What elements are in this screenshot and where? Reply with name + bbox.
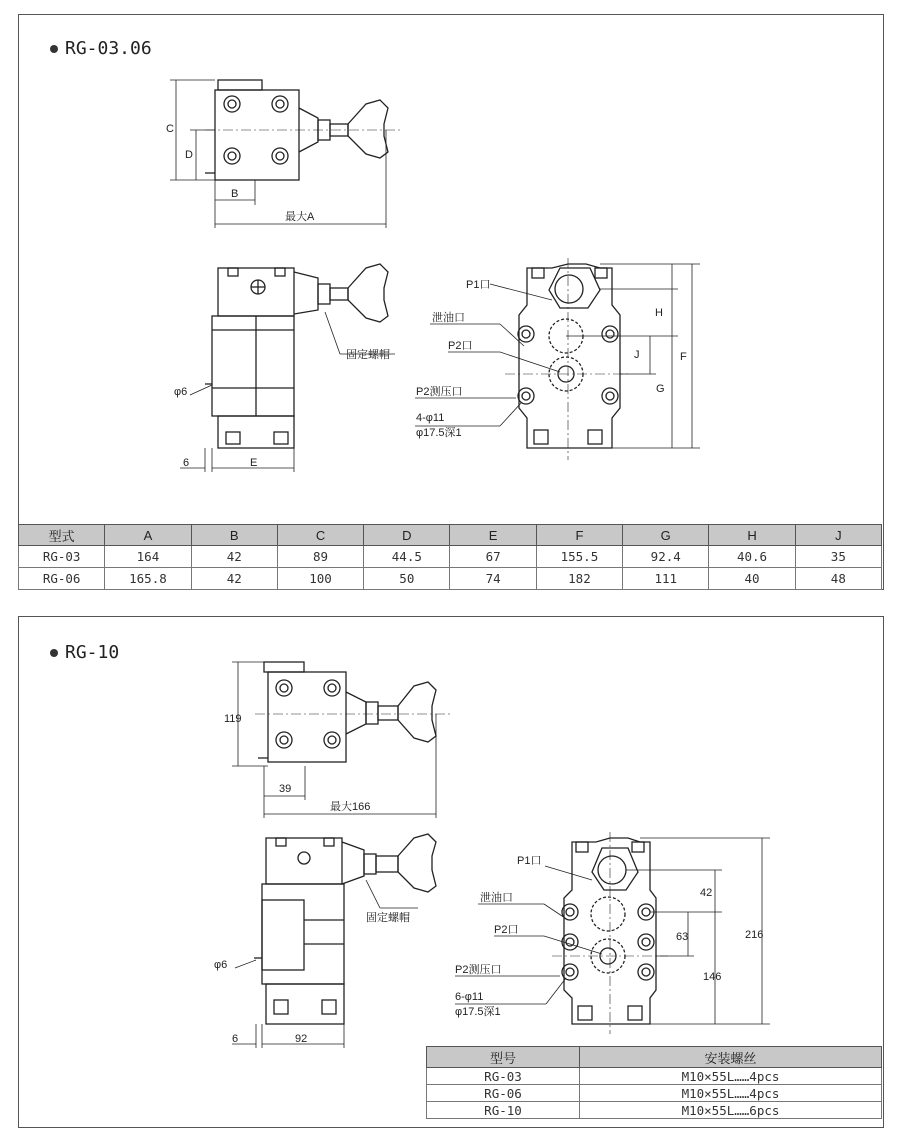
table-cell: 164: [105, 546, 191, 568]
table-cell: 40: [709, 568, 795, 590]
table-cell: M10×55L……6pcs: [580, 1102, 882, 1119]
label-holes: 4-φ11: [416, 412, 445, 424]
bottom-view-body: [519, 264, 620, 448]
drawing-rg-10: [0, 640, 900, 1060]
th-F: F: [536, 525, 622, 546]
label-p2-gauge: P2测压口: [455, 964, 502, 976]
th-model: 型号: [427, 1047, 580, 1068]
section1-title-text: RG-03.06: [65, 38, 152, 59]
th-B: B: [191, 525, 277, 546]
dim-92: 92: [295, 1033, 308, 1045]
label-drain: 泄油口: [432, 312, 465, 324]
spec-table-rg-03-06: [18, 524, 882, 590]
table-cell: 182: [536, 568, 622, 590]
dim-D: D: [185, 149, 193, 161]
table-cell: M10×55L……4pcs: [580, 1068, 882, 1085]
label-depth: φ17.5深1: [455, 1006, 501, 1018]
label-depth: φ17.5深1: [416, 427, 462, 439]
table-cell: M10×55L……4pcs: [580, 1085, 882, 1102]
th-bolts: 安装螺丝: [580, 1047, 882, 1068]
dim-39: 39: [279, 783, 292, 795]
front-view-body: [262, 884, 344, 984]
front-view-body: [212, 316, 294, 416]
table-cell: 42: [191, 546, 277, 568]
dim-63: 63: [676, 931, 689, 943]
table-row: [427, 1068, 882, 1085]
front-view-head: [218, 268, 294, 316]
dim-216: 216: [745, 929, 764, 941]
dim-H: H: [655, 307, 663, 319]
table-cell: 40.6: [709, 546, 795, 568]
table-cell: RG-03: [427, 1068, 580, 1085]
dim-6: 6: [232, 1033, 239, 1045]
table-cell: 48: [795, 568, 881, 590]
section2-title-text: RG-10: [65, 642, 120, 663]
table-cell: RG-06: [427, 1085, 580, 1102]
dim-G: G: [656, 383, 665, 395]
dim-max-A: 最大A: [285, 211, 315, 223]
dim-max-166: 最大166: [330, 801, 371, 813]
table-cell: 89: [277, 546, 363, 568]
table-row: [427, 1102, 882, 1119]
label-p2: P2口: [494, 924, 519, 936]
label-p1: P1口: [517, 855, 542, 867]
table-cell: 42: [191, 568, 277, 590]
bolt-table-rg-10: [426, 1046, 882, 1119]
dim-E: E: [250, 457, 258, 469]
th-E: E: [450, 525, 536, 546]
table-row: [427, 1085, 882, 1102]
dim-phi6: φ6: [174, 386, 188, 398]
th-C: C: [277, 525, 363, 546]
label-lock-nut: 固定螺帽: [346, 349, 390, 361]
table-row: [19, 568, 882, 590]
dim-146: 146: [703, 971, 722, 983]
dim-B: B: [231, 188, 239, 200]
table-cell: RG-03: [19, 546, 105, 568]
label-drain: 泄油口: [480, 892, 513, 904]
dim-C: C: [166, 123, 174, 135]
table-cell: RG-10: [427, 1102, 580, 1119]
dim-phi6: φ6: [214, 959, 228, 971]
table-cell: 67: [450, 546, 536, 568]
label-p1: P1口: [466, 279, 491, 291]
table-row: [19, 546, 882, 568]
table-cell: 165.8: [105, 568, 191, 590]
table-cell: 92.4: [623, 546, 709, 568]
th-G: G: [623, 525, 709, 546]
th-J: J: [795, 525, 881, 546]
table-cell: 50: [364, 568, 450, 590]
front-view-head: [266, 838, 342, 884]
label-p2: P2口: [448, 340, 473, 352]
table-header-row: [19, 525, 882, 546]
table-cell: 74: [450, 568, 536, 590]
drawing-rg-03-06: [0, 14, 900, 534]
table-cell: 44.5: [364, 546, 450, 568]
dim-42: 42: [700, 887, 713, 899]
table-cell: 35: [795, 546, 881, 568]
th-D: D: [364, 525, 450, 546]
label-holes: 6-φ11: [455, 991, 484, 1003]
th-type: 型式: [19, 525, 105, 546]
label-p2-gauge: P2测压口: [416, 386, 463, 398]
dim-J: J: [634, 349, 640, 361]
th-H: H: [709, 525, 795, 546]
dim-119: 119: [224, 713, 242, 725]
label-lock-nut: 固定螺帽: [366, 912, 410, 924]
table-cell: RG-06: [19, 568, 105, 590]
table-cell: 111: [623, 568, 709, 590]
table-header-row: [427, 1047, 882, 1068]
dim-F: F: [680, 351, 687, 363]
table-cell: 100: [277, 568, 363, 590]
dim-6: 6: [183, 457, 190, 469]
th-A: A: [105, 525, 191, 546]
table-cell: 155.5: [536, 546, 622, 568]
